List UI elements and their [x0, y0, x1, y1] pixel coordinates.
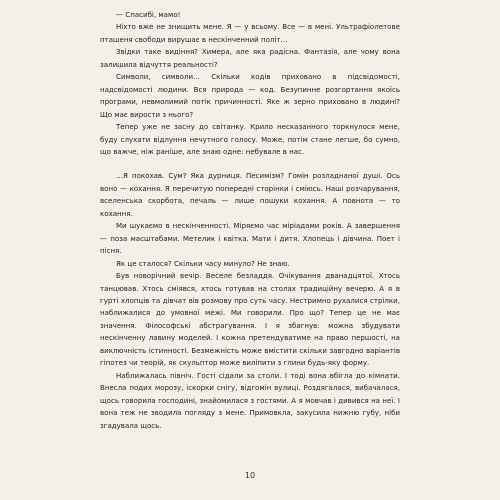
paragraph-2: Ніхто вже не знищить мене. Я — у всьому. Все — в мені. Ультрафіолетове пташеня свободи вирушає в нескінченний політ… [100, 22, 400, 44]
paragraph-7: Ми шукаємо в нескінченності. Міряємо час міріадами років. А завершення — поза масштабами. Метелик і квітка. Мати і дитя. Хлопець і дівчина. Поет і пісня. [100, 221, 400, 256]
paragraph-3: Звідки таке видіння? Химера, але яка радісна. Фантазія, але чому вона залишила відчуття реальності? [100, 47, 400, 69]
paragraph-10: Наближалась північ. Гості сідали за столи. І тоді вона вбігла до кімнати. Внесла подих морозу, іскорки снігу, відгомін вулиці. Роздягалася, вибачалася, щось говорила господині, знайомилася з гостями. А я мовчав і дивився на неї. І вона теж не зводила погляду з мене. Примовкла, закусила нижню губу, ніби згадувала щось. [100, 370, 400, 430]
paragraph-5: Тепер уже не засну до світанку. Крило несказанного торкнулося мене, буду слухати відлуння нечутного голосу. Може, потім стане легше, бо сумно, що важче, ніж раніше, але знаю одне: небувале в нас. [100, 122, 400, 156]
paragraph-8: Як це сталося? Скільки часу минуло? Не знаю. [116, 258, 290, 268]
paragraph-1: — Спасибі, мамо! [116, 10, 181, 19]
page-number: 10 [244, 471, 256, 480]
paragraph-9: Був новорічний вечір. Веселе безладдя. Очікування дванадцятої. Хтось танцював. Хтось сміявся, хтось готував на столах традиційну вечерю. А я в гурті хлопців та дівчат вів розмову про суть часу. Нестримно рухалися стрілки, наближалися до умовної межі. Ми говорили. Про що? Тепер це не має значення. Філософські абстрагування. І я збагнув: можна збудувати нескінченну лавину моделей. І кожна претендуватиме на право першості, на виключність істинності. Безмежність може вмістити скільки завгодно варіантів гіпотез чи теорій, як скульптор може виліпити з глини будь-яку форму. [100, 271, 400, 368]
body-text [100, 9, 400, 432]
paragraph-4: Символи, символи… Скільки кодів приховано в підсвідомості, надсвідомості людини. Вся природа — код. Безупинне розгортання якоїсь програми, невмолимий потік причинності. Яке ж зерно приховано в людині? Що має вирости з нього? [100, 72, 400, 119]
paragraph-6: …Я покохав. Сум? Яка дурниця. Песимізм? Гомін розладнаної душі. Ось воно — кохання. Я перечитую попередні сторінки і сміюсь. Наші розчарування, вселенська скорбота, печаль — лише пошуки кохання. А повнота — то кохання. [100, 171, 400, 218]
